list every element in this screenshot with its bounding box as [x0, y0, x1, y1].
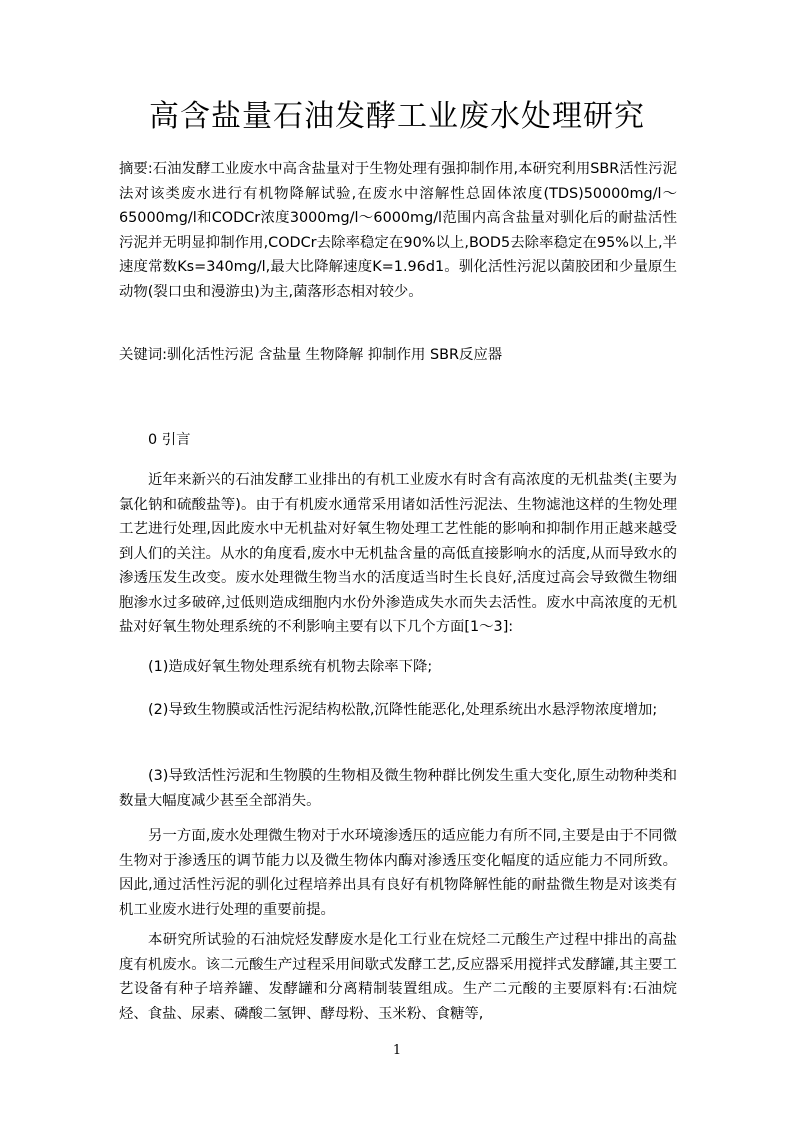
list-item: (2)导致生物膜或活性污泥结构松散,沉降性能恶化,处理系统出水悬浮物浓度增加;	[148, 702, 658, 718]
abstract: 摘要:石油发酵工业废水中高含盐量对于生物处理有强抑制作用,本研究利用SBR活性污泥法对该类废水进行有机物降解试验,在废水中溶解性总固体浓度(TDS)50000mg/l～65000mg/l和CODCr浓度3000mg/l～6000mg/l范围内高含盐量对驯化后的耐盐活性污泥并无明显抑制作用,CODCr去除率稳定在90%以上,BOD5去除率稳定在95%以上,半速度常数Ks=340mg/l,最大比降解速度K=1.96d1。驯化活性污泥以菌胶团和少量原生动物(裂口虫和漫游虫)为主,菌落形态相对较少。	[119, 161, 677, 300]
paragraph: 本研究所试验的石油烷烃发酵废水是化工行业在烷烃二元酸生产过程中排出的高盐度有机废水。该二元酸生产过程采用间歇式发酵工艺,反应器采用搅拌式发酵罐,其主要工艺设备有种子培养罐、发酵罐和分离精制装置组成。生产二元酸的主要原料有:石油烷烃、食盐、尿素、磷酸二氢钾、酵母粉、玉米粉、食糖等,	[119, 932, 677, 1022]
list-item: (1)造成好氧生物处理系统有机物去除率下降;	[148, 659, 433, 675]
page-number: 1	[392, 1043, 402, 1058]
keywords: 关键词:驯化活性污泥 含盐量 生物降解 抑制作用 SBR反应器	[119, 347, 503, 363]
paragraph: 近年来新兴的石油发酵工业排出的有机工业废水有时含有高浓度的无机盐类(主要为氯化钠和硫酸盐等)。由于有机废水通常采用诸如活性污泥法、生物滤池这样的生物处理工艺进行处理,因此废水中无机盐对好氧生物处理工艺性能的影响和抑制作用正越来越受到人们的关注。从水的角度看,废水中无机盐含量的高低直接影响水的活度,从而导致水的渗透压发生改变。废水处理微生物当水的活度适当时生长良好,活度过高会导致微生物细胞渗水过多破碎,过低则造成细胞内水份外渗造成失水而失去活性。废水中高浓度的无机盐对好氧生物处理系统的不利影响主要有以下几个方面[1～3]:	[119, 472, 677, 635]
paper-title: 高含盐量石油发酵工业废水处理研究	[149, 99, 645, 134]
section-heading: 0 引言	[148, 432, 191, 448]
paragraph: 另一方面,废水处理微生物对于水环境渗透压的适应能力有所不同,主要是由于不同微生物对于渗透压的调节能力以及微生物体内酶对渗透压变化幅度的适应能力不同所致。因此,通过活性污泥的驯化过程培养出具有良好有机物降解性能的耐盐微生物是对该类有机工业废水进行处理的重要前提。	[119, 828, 677, 918]
list-item: (3)导致活性污泥和生物膜的生物相及微生物种群比例发生重大变化,原生动物种类和数量大幅度减少甚至全部消失。	[119, 768, 677, 809]
